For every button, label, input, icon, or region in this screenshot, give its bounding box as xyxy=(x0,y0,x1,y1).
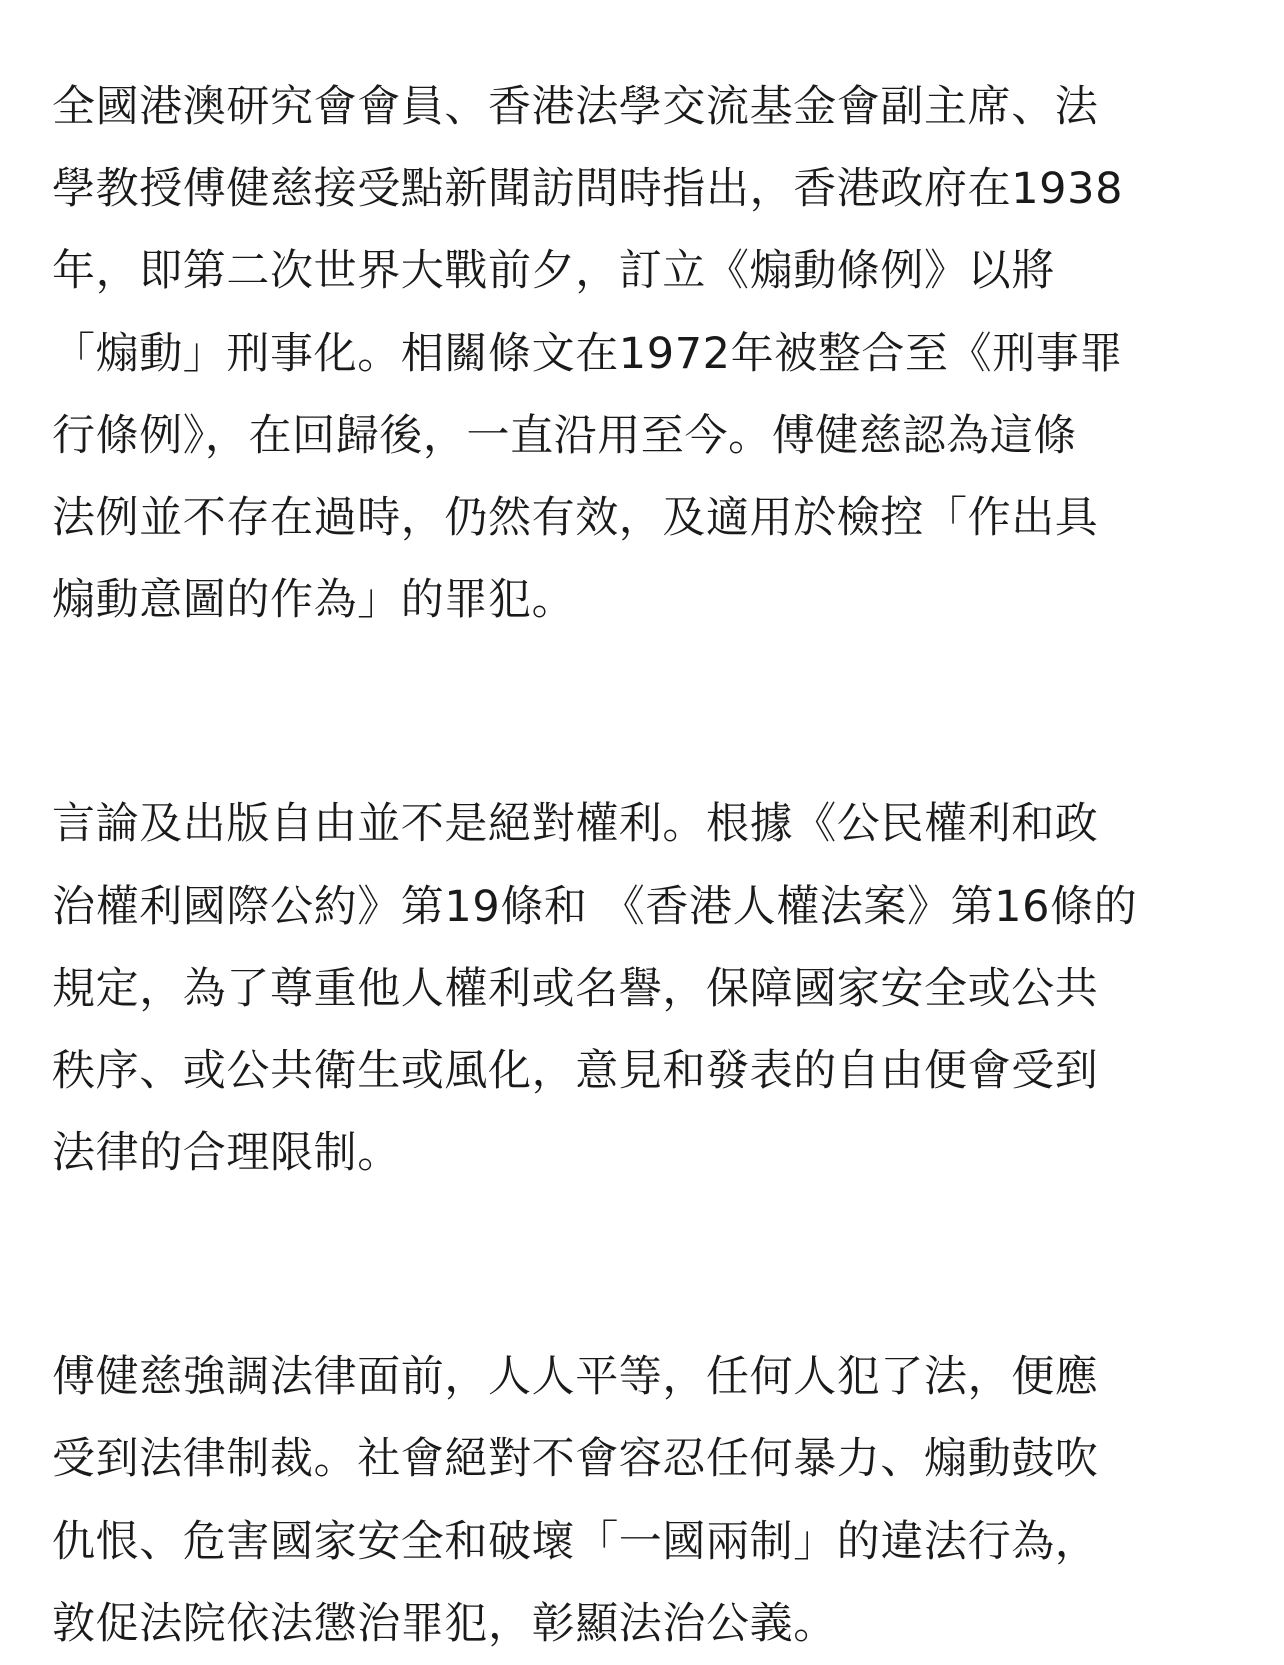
paragraph-line: 敦促法院依法懲治罪犯，彰顯法治公義。 xyxy=(52,1598,837,1649)
paragraph-spacer xyxy=(52,1194,1232,1336)
paragraph-line: 傅健慈強調法律面前，人人平等，任何人犯了法，便應 xyxy=(52,1352,1099,1403)
paragraph-line: 受到法律制裁。社會絕對不會容忍任何暴力、煽動鼓吹 xyxy=(52,1434,1099,1485)
article-body xyxy=(52,66,1232,1665)
paragraph-1 xyxy=(52,66,1232,641)
paragraph-line: 言論及出版自由並不是絕對權利。根據《公民權利和政 xyxy=(52,799,1099,850)
paragraph-spacer xyxy=(52,641,1232,783)
paragraph-line: 仇恨、危害國家安全和破壞「一國兩制」的違法行為， xyxy=(52,1516,1099,1567)
paragraph-line: 治權利國際公約》第19條和 《香港人權法案》第16條的 xyxy=(52,881,1138,932)
paragraph-line: 煽動意圖的作為」的罪犯。 xyxy=(52,575,576,626)
paragraph-line: 規定，為了尊重他人權利或名譽，保障國家安全或公共 xyxy=(52,963,1099,1014)
paragraph-line: 法律的合理限制。 xyxy=(52,1128,401,1179)
paragraph-line: 法例並不存在過時，仍然有效，及適用於檢控「作出具 xyxy=(52,492,1099,543)
paragraph-line: 學教授傅健慈接受點新聞訪問時指出，香港政府在1938 xyxy=(52,164,1124,215)
paragraph-line: 秩序、或公共衛生或風化，意見和發表的自由便會受到 xyxy=(52,1045,1099,1096)
paragraph-2 xyxy=(52,783,1232,1194)
paragraph-line: 全國港澳研究會會員、香港法學交流基金會副主席、法 xyxy=(52,82,1099,132)
paragraph-line: 年，即第二次世界大戰前夕，訂立《煽動條例》以將 xyxy=(52,246,1055,297)
paragraph-line: 「煽動」刑事化。相關條文在1972年被整合至《刑事罪 xyxy=(52,328,1124,379)
paragraph-line: 行條例》，在回歸後，一直沿用至今。傅健慈認為這條 xyxy=(52,410,1077,461)
